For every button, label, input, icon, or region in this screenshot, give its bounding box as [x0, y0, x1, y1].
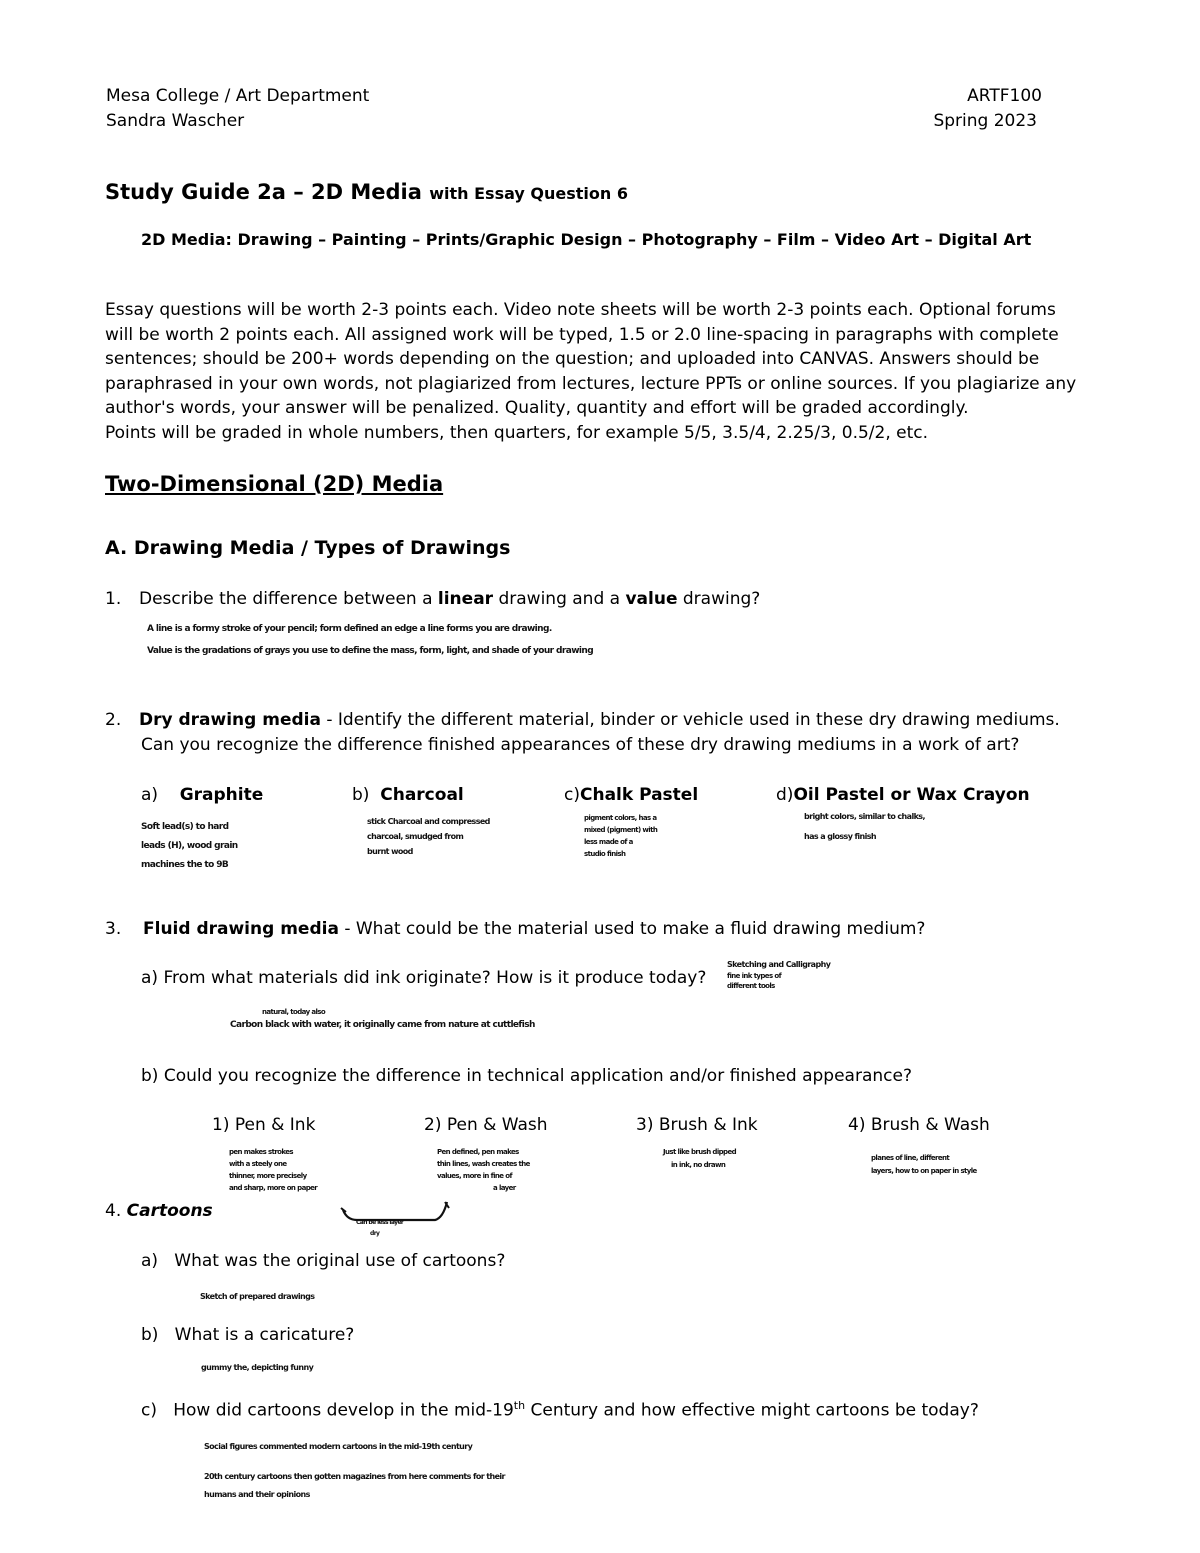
answer-line: mixed (pigment) with	[584, 826, 658, 834]
q1-text-mid: drawing and a	[493, 589, 626, 609]
answer-line: fine ink types of	[727, 972, 782, 980]
handwritten-answer-4a	[200, 1292, 314, 1301]
answer-line: bright colors, similar to chalks,	[804, 812, 925, 821]
question-2-number: 2.	[105, 710, 122, 730]
answer-line: and sharp, more on paper	[229, 1184, 318, 1192]
answer-line: in ink, no drawn	[671, 1161, 726, 1169]
course-code: ARTF100	[967, 86, 1042, 106]
answer-line: 20th century cartoons then gotten magazines from here comments for their	[204, 1472, 505, 1481]
item-letter: a)	[141, 785, 159, 805]
section-title: Two-Dimensional (2D) Media	[105, 472, 444, 496]
handwritten-joint-note	[356, 1219, 403, 1237]
q4c-text-post: Century and how effective might cartoons be today?	[525, 1400, 979, 1421]
handwritten-answer-brush-wash	[871, 1154, 977, 1175]
q4c-superscript: th	[513, 1399, 526, 1412]
answer-line: leads (H), wood grain	[141, 841, 238, 851]
question-4a	[141, 1251, 505, 1271]
intro-line: Points will be graded in whole numbers, then quarters, for example 5/5, 3.5/4, 2.25/3, 0.5/2, etc.	[105, 422, 929, 443]
handwritten-answer-pen-wash	[437, 1148, 530, 1192]
answer-line: Just like brush dipped	[663, 1148, 737, 1156]
question-3-number: 3.	[105, 919, 122, 939]
answer-line: Social figures commented modern cartoons in the mid-19th century	[204, 1442, 473, 1451]
handwritten-answer-charcoal	[367, 817, 490, 856]
answer-line: different tools	[727, 982, 775, 990]
item-letter: d)	[776, 785, 794, 805]
title-main: Study Guide 2a – 2D Media	[105, 180, 422, 204]
q2-text: - Identify the different material, binder or vehicle used in these dry drawing mediums.	[320, 710, 1060, 730]
question-1-number: 1.	[105, 589, 122, 609]
question-4b	[141, 1325, 354, 1345]
media-list: 2D Media: Drawing – Painting – Prints/Graphic Design – Photography – Film – Video Art – Digital Art	[141, 230, 1032, 249]
item-label: Graphite	[179, 785, 264, 805]
q1-text-pre: Describe the difference between a	[139, 589, 438, 609]
q3-text: - What could be the material used to make a fluid drawing medium?	[338, 919, 926, 939]
answer-line: pen makes strokes	[229, 1148, 293, 1156]
answer-line: with a steely one	[229, 1160, 287, 1168]
answer-line: dry	[370, 1230, 380, 1237]
answer-line: values, more in fine of	[437, 1172, 512, 1180]
q2-term: Dry drawing media	[139, 710, 321, 730]
answer-line: has a glossy finish	[804, 832, 877, 841]
q1-term-linear: linear	[437, 589, 494, 609]
answer-line: machines the to 9B	[141, 860, 229, 870]
answer-line: Soft lead(s) to hard	[141, 822, 229, 832]
question-3a: a) From what materials did ink originate? How is it produce today?	[141, 968, 707, 988]
item-letter: b)	[141, 1325, 159, 1345]
handwritten-answer-4c	[204, 1442, 505, 1499]
question-1	[139, 589, 760, 609]
answer-line: Can be less layer	[356, 1219, 404, 1226]
intro-line: sentences; should be 200+ words depending on the question; and uploaded into CANVAS. Answers should be	[105, 349, 1040, 370]
answer-line: charcoal, smudged from	[367, 832, 464, 841]
answer-line: studio finish	[584, 850, 626, 858]
q3-term: Fluid drawing media	[143, 919, 339, 939]
question-2	[139, 710, 1060, 730]
answer-line: less made of a	[584, 838, 633, 846]
handwritten-answer-graphite	[141, 822, 238, 870]
q4b-text: What is a caricature?	[174, 1325, 355, 1345]
q2-item-a	[141, 785, 263, 805]
answer-line: humans and their opinions	[204, 1490, 310, 1499]
answer-line: Sketching and Calligraphy	[727, 960, 831, 969]
handwritten-answer-oil-pastel	[804, 812, 925, 841]
answer-line: natural, today also	[262, 1008, 326, 1016]
answer-line: Pen defined, pen makes	[437, 1148, 519, 1156]
handwritten-answer-chalk-pastel	[584, 814, 657, 858]
answer-line: pigment colors, has a	[584, 814, 657, 822]
question-4	[105, 1201, 213, 1221]
answer-line: stick Charcoal and compressed	[367, 817, 490, 826]
item-letter: c)	[141, 1400, 157, 1421]
q3b-item-brush-ink: 3) Brush & Ink	[636, 1115, 758, 1135]
question-4-number: 4.	[105, 1201, 122, 1221]
q2-item-d	[776, 785, 1030, 805]
answer-line: A line is a formy stroke of your pencil; form defined an edge a line forms you are drawing.	[147, 624, 552, 634]
q4c-text-pre: How did cartoons develop in the mid-19	[173, 1400, 514, 1421]
handwritten-answer-4b	[201, 1363, 313, 1372]
answer-line: Sketch of prepared drawings	[200, 1292, 315, 1301]
handwritten-answer-3a-side	[727, 960, 830, 990]
institution-line: Mesa College / Art Department	[106, 86, 370, 106]
question-4c	[141, 1399, 979, 1421]
q2-item-b	[352, 785, 464, 805]
handwritten-answer-3a	[230, 1008, 535, 1030]
term: Spring 2023	[933, 111, 1037, 131]
answer-line: Carbon black with water, it originally came from nature at cuttlefish	[230, 1020, 535, 1030]
answer-line: gummy the, depicting funny	[201, 1363, 314, 1372]
q4-term: Cartoons	[126, 1201, 213, 1221]
intro-line: author's words, your answer will be penalized. Quality, quantity and effort will be graded accordingly.	[105, 398, 969, 419]
q2-item-c	[564, 785, 698, 805]
q3b-item-brush-wash: 4) Brush & Wash	[848, 1115, 990, 1135]
intro-line: Essay questions will be worth 2-3 points each. Video note sheets will be worth 2-3 points each. Optional forums	[105, 300, 1056, 320]
q1-term-value: value	[625, 589, 678, 609]
item-label: Chalk Pastel	[579, 785, 699, 805]
answer-line: planes of line, different	[871, 1154, 950, 1162]
intro-line: paraphrased in your own words, not plagiarized from lectures, lecture PPTs or online sources. If you plagiarize any	[105, 373, 1077, 394]
item-label: Oil Pastel or Wax Crayon	[793, 785, 1030, 805]
subsection-title: A. Drawing Media / Types of Drawings	[105, 537, 511, 559]
title-suffix: with Essay Question 6	[429, 184, 628, 203]
instructor-name: Sandra Wascher	[106, 111, 245, 131]
q1-text-post: drawing?	[677, 589, 761, 609]
q3b-item-pen-ink: 1) Pen & Ink	[212, 1115, 316, 1135]
q3b-item-pen-wash: 2) Pen & Wash	[424, 1115, 548, 1135]
intro-paragraph	[105, 298, 1076, 446]
answer-line: thinner, more precisely	[229, 1172, 307, 1180]
answer-line: burnt wood	[367, 847, 413, 856]
item-letter: b)	[352, 785, 370, 805]
handwritten-answer-brush-ink	[663, 1148, 736, 1169]
q4a-text: What was the original use of cartoons?	[174, 1251, 506, 1271]
question-3	[143, 919, 925, 939]
question-2-line2: Can you recognize the difference finished appearances of these dry drawing mediums in a work of art?	[141, 735, 1020, 755]
answer-line: Value is the gradations of grays you use to define the mass, form, light, and shade of your drawing	[147, 646, 594, 656]
item-letter: a)	[141, 1251, 159, 1271]
intro-line: will be worth 2 points each. All assigned work will be typed, 1.5 or 2.0 line-spacing in paragraphs with complete	[105, 324, 1059, 345]
item-label: Charcoal	[380, 785, 464, 805]
answer-line: layers, how to on paper in style	[871, 1167, 977, 1175]
handwritten-answer-pen-ink	[229, 1148, 317, 1192]
handwritten-answer-q1	[147, 624, 593, 656]
document-title	[105, 180, 628, 204]
question-3b: b) Could you recognize the difference in technical application and/or finished appearance?	[141, 1066, 912, 1086]
item-letter: c)	[564, 785, 580, 805]
answer-line: a layer	[493, 1184, 516, 1192]
answer-line: thin lines, wash creates the	[437, 1160, 530, 1168]
